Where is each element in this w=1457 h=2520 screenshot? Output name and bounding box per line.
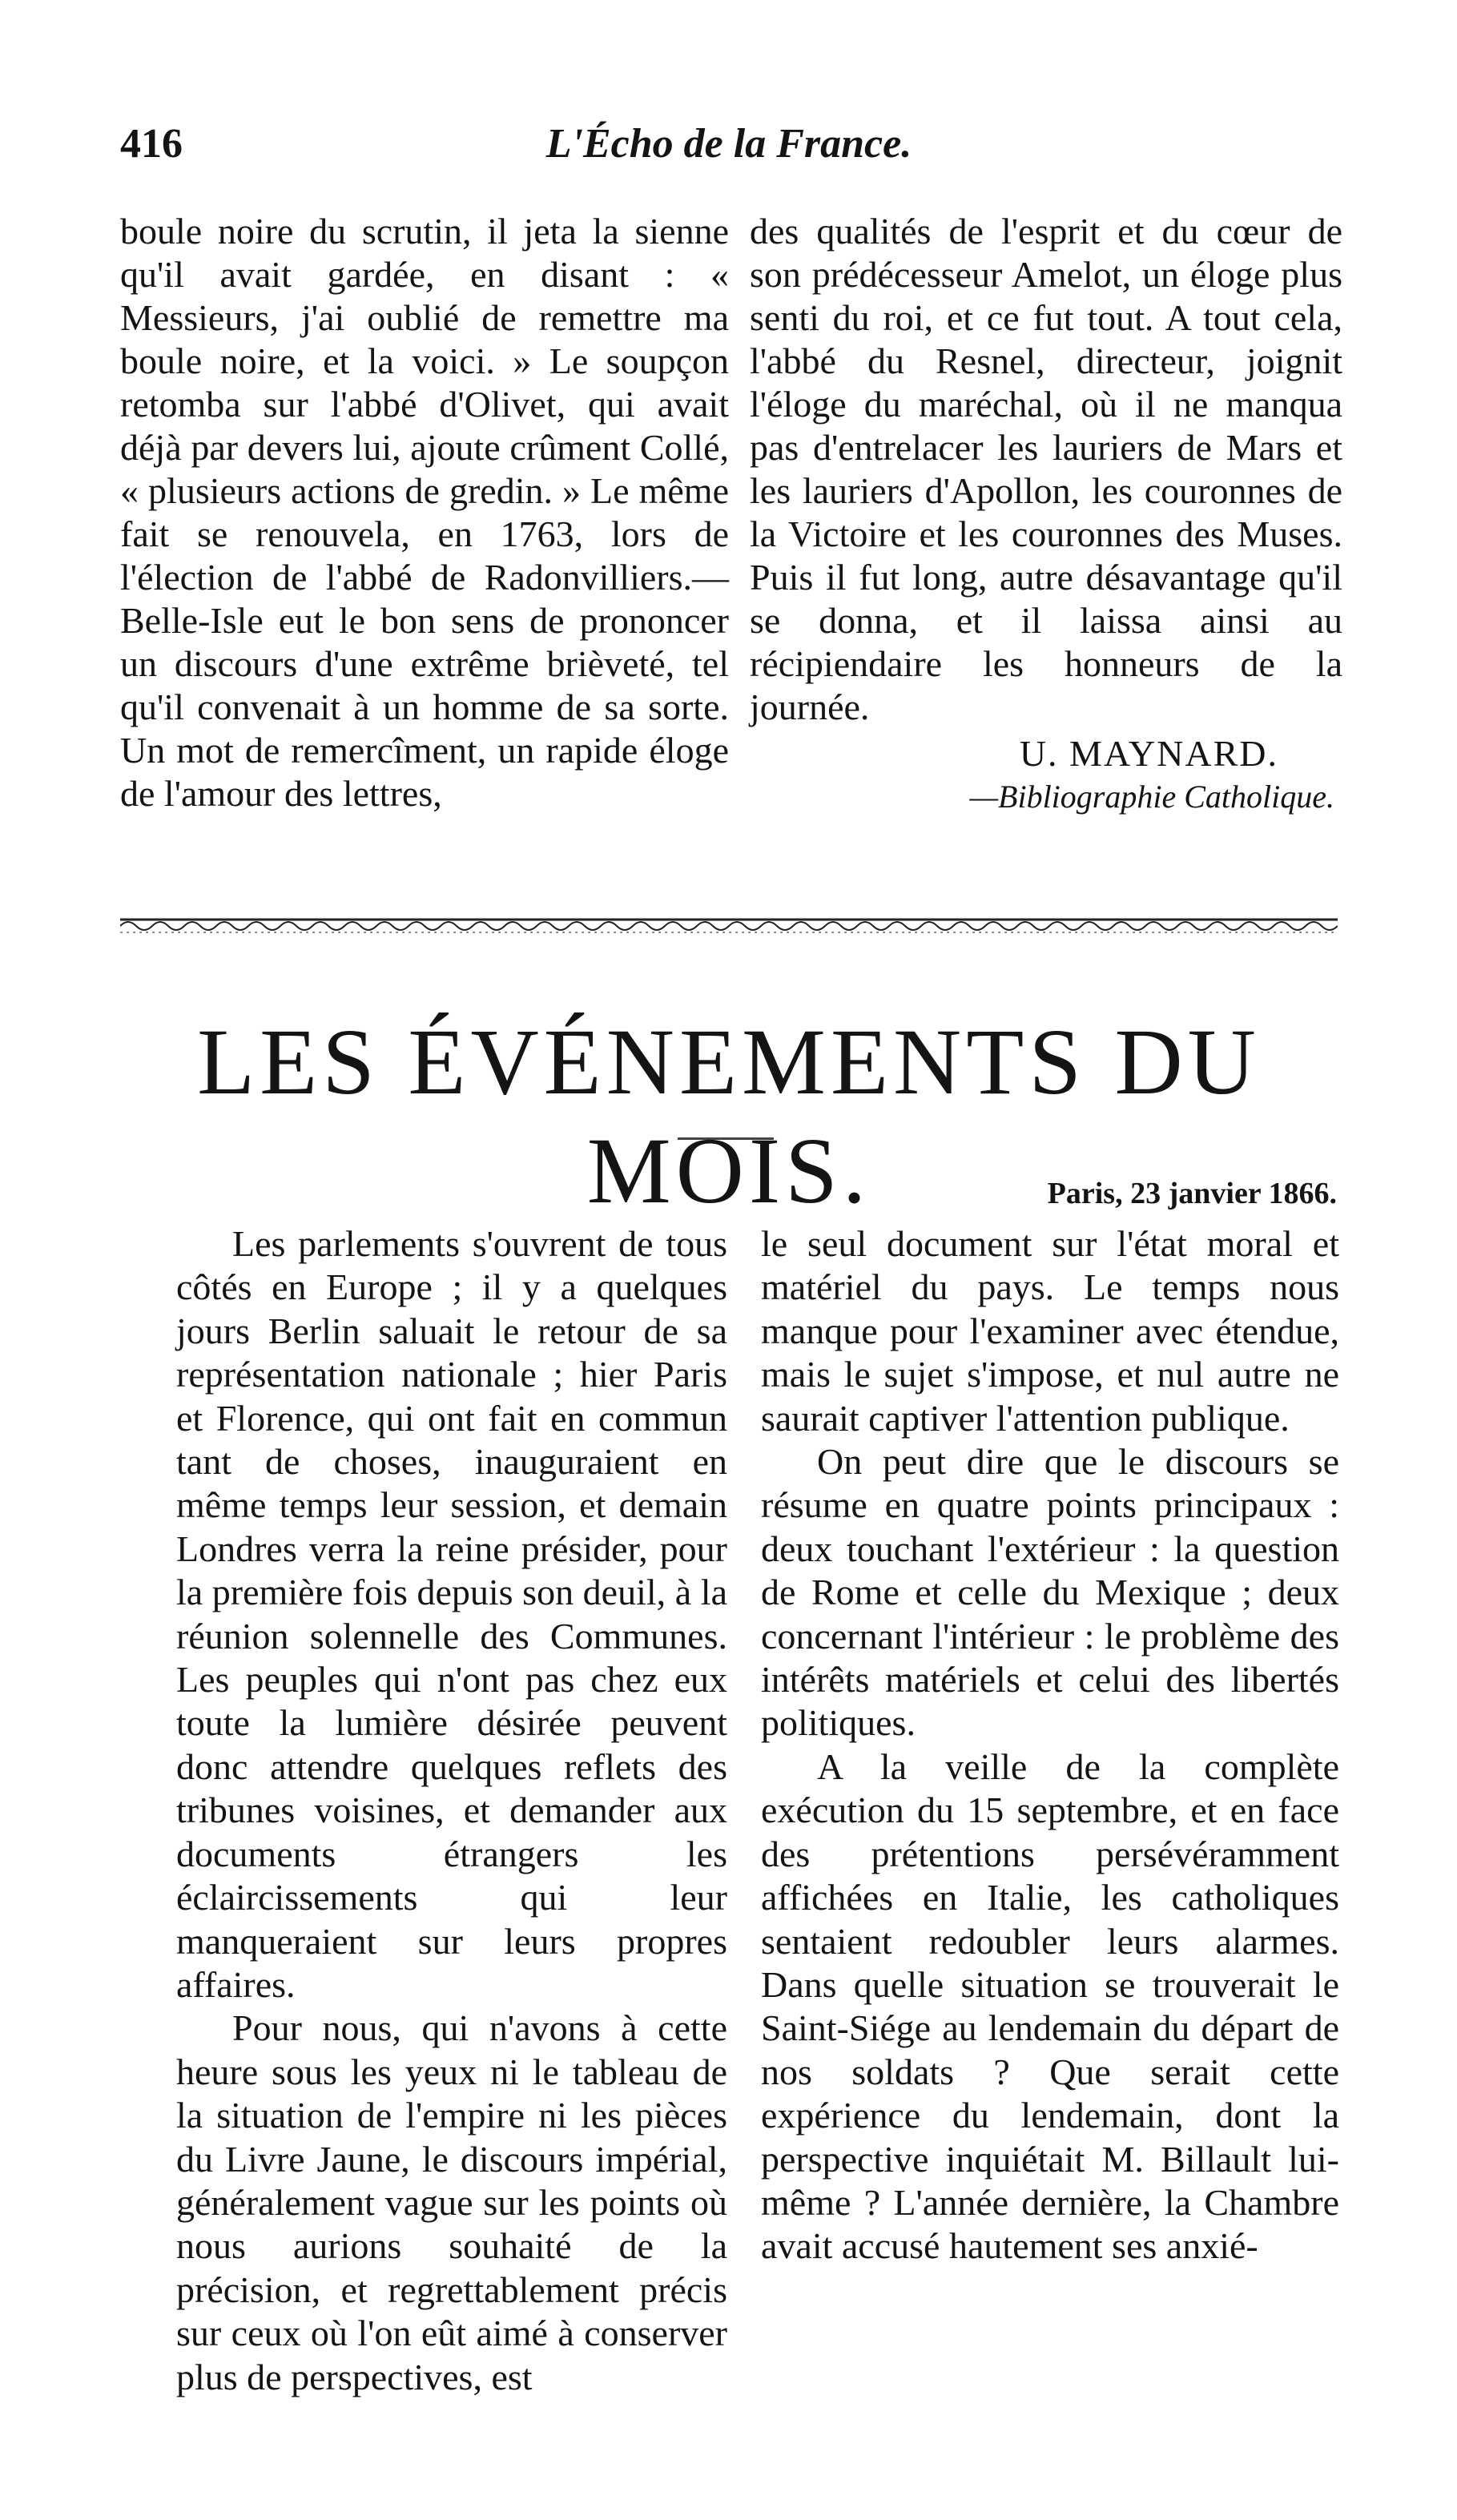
article2-left-paragraph: Les parlements s'ouvrent de tous côtés en Europe ; il y a quelques jours Berlin saluait le retour de sa représentation nationale ; hier Paris et Florence, qui ont fait en commun tant de choses, inauguraient en même temps leur session, et demain Londres verra la reine présider, pour la première fois depuis son deuil, à la réunion solennelle des Communes. Les peuples qui n'ont pas chez eux toute la lumière désirée peuvent donc attendre quelques reflets des tribunes voisines, et demander aux documents étrangers les éclaircissements qui leur manqueraient sur leurs propres affaires. — [176, 1223, 727, 2005]
article1-right-paragraph: des qualités de l'esprit et du cœur de son prédécesseur Amelot, un éloge plus senti du roi, et ce fut tout. A tout cela, l'abbé du Resnel, directeur, joignit l'éloge du maréchal, où il ne manqua pas d'entrelacer les lauriers de Mars et les lauriers d'Apollon, les couronnes de la Victoire et les couronnes des Muses. Puis il fut long, autre désavantage qu'il se donna, et il laissa ainsi au récipiendaire les honneurs de la journée. — [750, 211, 1342, 727]
article2-right-paragraph: le seul document sur l'état moral et matériel du pays. Le temps nous manque pour l'examiner avec étendue, mais le sujet s'impose, et nul autre ne saurait captiver l'attention publique. — [761, 1223, 1339, 1439]
page-number: 416 — [120, 121, 183, 167]
journal-title: L'Écho de la France. — [545, 121, 912, 167]
article2-right-paragraph: A la veille de la complète exécution du 15 septembre, et en face des prétentions persévéramment affichées en Italie, les catholiques sentaient redoubler leurs alarmes. Dans quelle situation se trouverait le Saint-Siége au lendemain du départ de nos soldats ? Que serait cette expérience du lendemain, dont la perspective inquiétait M. Billault lui-même ? L'année dernière, la Chambre avait accusé hautement ses anxié- — [761, 1745, 1339, 2267]
article2-right-paragraph: On peut dire que le discours se résume en quatre points principaux : deux touchant l'extérieur : la question de Rome et celle du Mexique ; deux concernant l'intérieur : le problème des intérêts matériels et celui des libertés politiques. — [761, 1441, 1339, 1744]
section-title: LES ÉVÉNEMENTS DU MOIS. — [197, 1009, 1261, 1223]
article2-left-paragraph: Pour nous, qui n'avons à cette heure sous les yeux ni le tableau de la situation de l'empire ni les pièces du Livre Jaune, le discours impérial, généralement vague sur les points où nous aurions souhaité de la précision, et regrettablement précis sur ceux où l'on eût aimé à conserver plus de perspectives, est — [176, 2007, 727, 2397]
author-signature: U. MAYNARD. — [1019, 733, 1278, 774]
article1-right-column — [750, 210, 1342, 819]
source-citation: —Bibliographie Catholique. — [969, 779, 1334, 815]
article2-right-column — [761, 1222, 1339, 2268]
dateline: Paris, 23 janvier 1866. — [1047, 1177, 1337, 1210]
title-divider — [678, 1137, 774, 1140]
running-head — [120, 120, 1338, 176]
ornamental-rule — [120, 915, 1338, 937]
article1-left-column — [120, 210, 729, 815]
article2-left-column — [176, 1222, 727, 2399]
article1-left-paragraph: boule noire du scrutin, il jeta la sienne qu'il avait gardée, en disant : « Messieurs, j'ai oublié de remettre ma boule noire, et la voici. » Le soupçon retomba sur l'abbé d'Olivet, qui avait déjà par devers lui, ajoute crûment Collé, « plusieurs actions de gredin. » Le même fait se renouvela, en 1763, lors de l'élection de l'abbé de Radonvilliers.—Belle-Isle eut le bon sens de prononcer un discours d'une extrême brièveté, tel qu'il convenait à un homme de sa sorte. Un mot de remercîment, un rapide éloge de l'amour des lettres, — [120, 211, 729, 814]
